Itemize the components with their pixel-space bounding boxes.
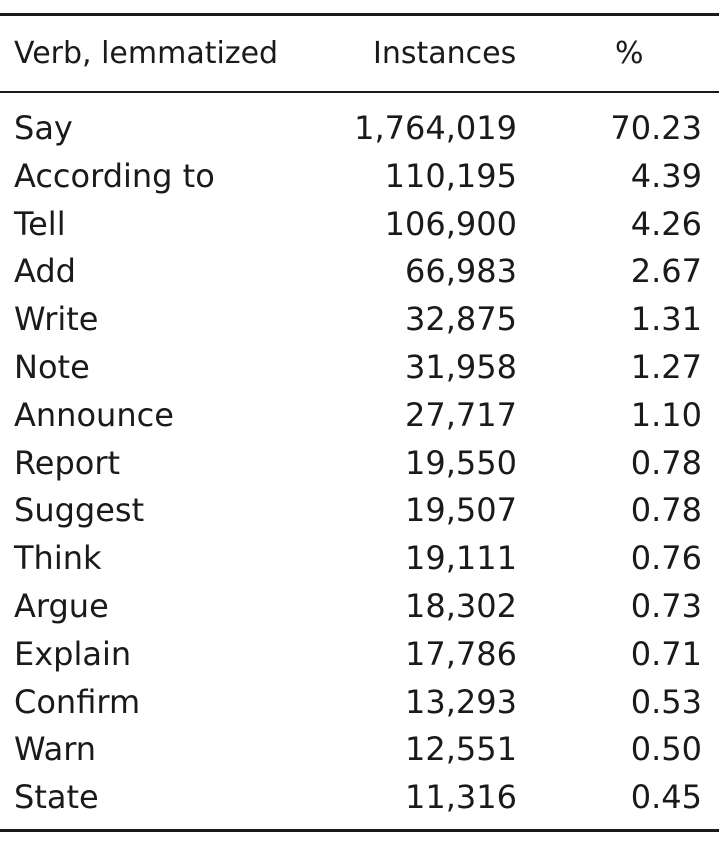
cell-instances: 32,875 <box>405 300 517 339</box>
cell-verb: Suggest <box>14 491 145 530</box>
cell-percent: 0.45 <box>630 778 702 817</box>
cell-percent: 4.39 <box>630 156 702 195</box>
cell-percent: 0.50 <box>630 730 702 769</box>
cell-percent: 70.23 <box>610 109 702 147</box>
cell-instances: 13,293 <box>405 682 517 721</box>
cell-instances: 66,983 <box>405 252 517 291</box>
table-top-rule <box>0 13 719 16</box>
cell-instances: 31,958 <box>405 347 517 386</box>
header-verb: Verb, lemmatized <box>14 36 279 71</box>
cell-percent: 4.26 <box>630 204 702 243</box>
cell-percent: 0.71 <box>630 634 702 673</box>
table-row <box>0 726 719 774</box>
cell-verb: Report <box>14 443 121 482</box>
cell-instances: 19,111 <box>405 539 517 578</box>
cell-instances: 17,786 <box>405 634 517 673</box>
table-row <box>0 344 719 392</box>
cell-verb: Tell <box>14 204 66 243</box>
cell-verb: Write <box>14 300 99 339</box>
table-row <box>0 487 719 535</box>
cell-instances: 19,507 <box>405 491 517 530</box>
table-header-row <box>0 30 719 78</box>
table-row <box>0 296 719 344</box>
table-row <box>0 535 719 583</box>
cell-verb: Warn <box>14 730 97 769</box>
table-row <box>0 440 719 488</box>
table-bottom-rule <box>0 829 719 832</box>
table-row <box>0 248 719 296</box>
table-header-rule <box>0 91 719 93</box>
cell-percent: 1.10 <box>630 395 702 434</box>
table-row <box>0 105 719 153</box>
cell-verb: Announce <box>14 395 174 434</box>
cell-instances: 19,550 <box>405 443 517 482</box>
cell-percent: 1.31 <box>630 300 702 339</box>
cell-verb: State <box>14 778 99 817</box>
cell-verb: Say <box>14 109 73 147</box>
table-body <box>0 105 719 822</box>
cell-percent: 0.78 <box>630 491 702 530</box>
cell-instances: 106,900 <box>384 204 517 243</box>
table-row <box>0 679 719 727</box>
cell-instances: 12,551 <box>405 730 517 769</box>
cell-percent: 0.76 <box>630 539 702 578</box>
cell-verb: According to <box>14 156 215 195</box>
cell-verb: Confirm <box>14 682 141 721</box>
table-row <box>0 392 719 440</box>
header-instances: Instances <box>373 36 517 71</box>
cell-percent: 1.27 <box>630 347 702 386</box>
table-row <box>0 153 719 201</box>
table-row <box>0 201 719 249</box>
cell-verb: Note <box>14 347 90 386</box>
cell-instances: 18,302 <box>405 586 517 625</box>
table-row <box>0 631 719 679</box>
table-row <box>0 583 719 631</box>
table-row <box>0 774 719 822</box>
cell-verb: Explain <box>14 634 132 673</box>
cell-verb: Argue <box>14 586 109 625</box>
cell-percent: 0.53 <box>630 682 702 721</box>
cell-instances: 110,195 <box>384 156 517 195</box>
cell-percent: 2.67 <box>630 252 702 291</box>
cell-percent: 0.78 <box>630 443 702 482</box>
header-percent: % <box>615 36 644 71</box>
cell-percent: 0.73 <box>630 586 702 625</box>
cell-verb: Add <box>14 252 76 291</box>
cell-verb: Think <box>14 539 102 578</box>
cell-instances: 1,764,019 <box>354 109 517 147</box>
cell-instances: 11,316 <box>405 778 517 817</box>
cell-instances: 27,717 <box>405 395 517 434</box>
